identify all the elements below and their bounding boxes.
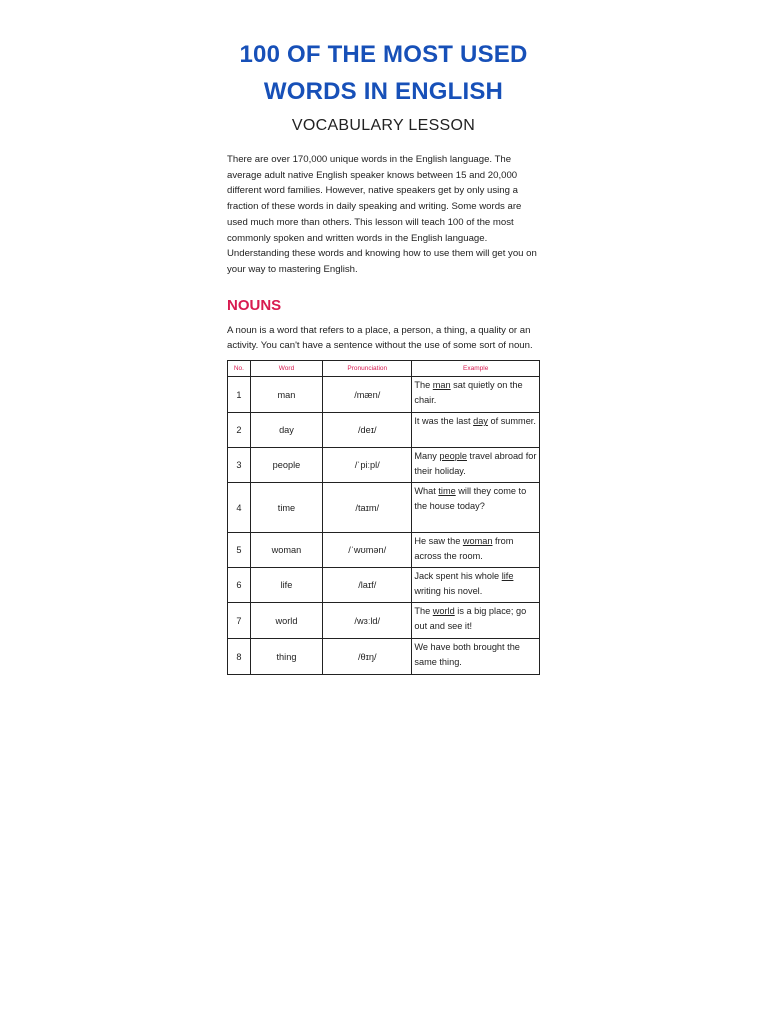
cell-word: life — [250, 568, 322, 603]
header-example: Example — [412, 361, 540, 377]
cell-example — [412, 603, 540, 639]
table-row — [228, 533, 540, 568]
cell-example — [412, 533, 540, 568]
cell-no: 1 — [228, 377, 251, 413]
example-text: The — [414, 606, 433, 617]
example-text: We have both brought the same thing. — [414, 642, 520, 668]
cell-pronunciation: /ˈwʊmən/ — [323, 533, 412, 568]
table-row — [228, 639, 540, 675]
table-row — [228, 413, 540, 448]
example-keyword: life — [501, 571, 514, 582]
example-keyword: time — [438, 486, 456, 497]
page-title — [227, 36, 540, 110]
cell-pronunciation: /mæn/ — [323, 377, 412, 413]
cell-example — [412, 568, 540, 603]
title-line-2: WORDS IN ENGLISH — [263, 78, 504, 105]
page-subtitle: VOCABULARY LESSON — [291, 117, 476, 134]
cell-word: day — [250, 413, 322, 448]
table-row — [228, 603, 540, 639]
cell-no: 6 — [228, 568, 251, 603]
cell-example — [412, 448, 540, 483]
cell-pronunciation: /ˈpiːpl/ — [323, 448, 412, 483]
cell-no: 3 — [228, 448, 251, 483]
example-text: What — [414, 486, 439, 497]
cell-example — [412, 377, 540, 413]
cell-word: woman — [250, 533, 322, 568]
example-text: from across the room. — [414, 536, 514, 562]
cell-no: 8 — [228, 639, 251, 675]
nouns-heading: NOUNS — [227, 296, 282, 314]
cell-pronunciation: /laɪf/ — [323, 568, 412, 603]
example-keyword: woman — [462, 536, 493, 547]
cell-no: 7 — [228, 603, 251, 639]
header-no: No. — [228, 361, 251, 377]
example-text: travel abroad for their holiday. — [414, 451, 537, 477]
example-text: He saw the — [414, 536, 463, 547]
nouns-description: A noun is a word that refers to a place, a person, a thing, a quality or an activity. You can't have a sentence without the use of some sort of noun. — [227, 324, 533, 352]
example-text: is a big place; go out and see it! — [414, 606, 527, 632]
nouns-table — [227, 360, 540, 675]
table-row — [228, 377, 540, 413]
table-row — [228, 568, 540, 603]
intro-paragraph: There are over 170,000 unique words in the English language. The average adult native English speaker knows between 15 and 20,000 different word families. However, native speakers get by only using a fraction of these words in daily speaking and writing. Some words are used much more than others. This lesson will teach 100 of the most commonly spoken and written words in the English language. Understanding these words and knowing how to use them will get you on your way to mastering English. — [227, 154, 537, 275]
document-page — [227, 36, 540, 675]
cell-word: time — [250, 483, 322, 533]
cell-example — [412, 639, 540, 675]
example-text: The — [414, 380, 433, 391]
table-row — [228, 448, 540, 483]
example-text: Many — [414, 451, 440, 462]
example-text: Jack spent his whole — [414, 571, 502, 582]
example-text: writing his novel. — [414, 586, 483, 597]
example-keyword: man — [432, 380, 451, 391]
table-header-row — [228, 361, 540, 377]
cell-no: 2 — [228, 413, 251, 448]
cell-pronunciation: /wɜːld/ — [323, 603, 412, 639]
example-keyword: world — [432, 606, 455, 617]
cell-pronunciation: /θɪŋ/ — [323, 639, 412, 675]
example-keyword: people — [439, 451, 467, 462]
example-text: of summer. — [487, 416, 536, 427]
header-word: Word — [250, 361, 322, 377]
cell-pronunciation: /taɪm/ — [323, 483, 412, 533]
title-line-1: 100 OF THE MOST USED — [239, 41, 528, 68]
example-text: It was the last — [414, 416, 474, 427]
header-pronunciation: Pronunciation — [323, 361, 412, 377]
example-keyword: day — [473, 416, 488, 427]
cell-word: world — [250, 603, 322, 639]
table-row — [228, 483, 540, 533]
cell-word: people — [250, 448, 322, 483]
cell-no: 5 — [228, 533, 251, 568]
example-text: sat quietly on the chair. — [414, 380, 523, 406]
cell-example — [412, 483, 540, 533]
cell-no: 4 — [228, 483, 251, 533]
example-text: will they come to the house today? — [414, 486, 527, 512]
cell-pronunciation: /deɪ/ — [323, 413, 412, 448]
cell-word: thing — [250, 639, 322, 675]
cell-word: man — [250, 377, 322, 413]
cell-example — [412, 413, 540, 448]
